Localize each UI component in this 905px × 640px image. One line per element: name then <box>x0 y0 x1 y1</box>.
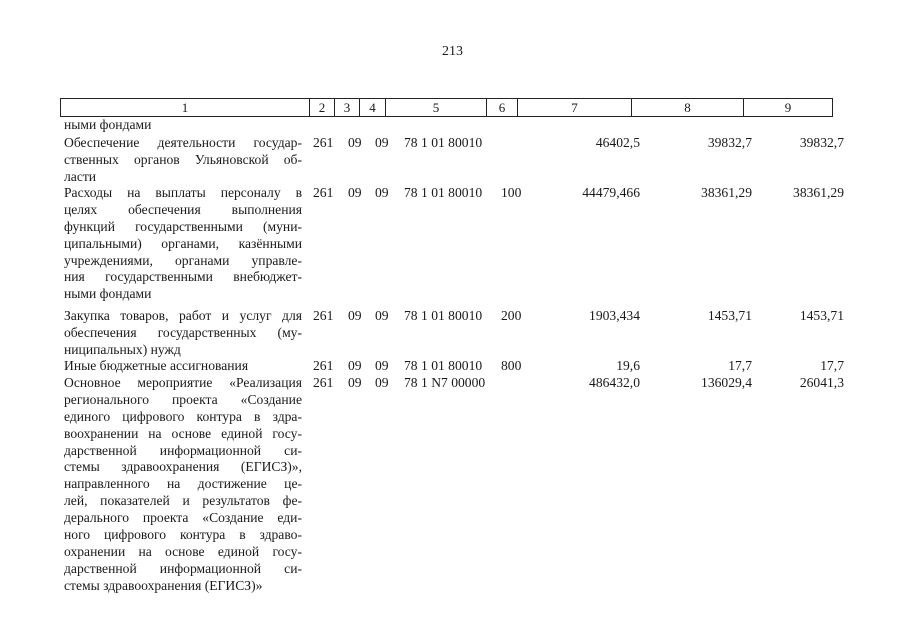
amount-col-7-cell: 19,6 <box>616 358 640 373</box>
description-line: Расходы на выплаты персоналу в <box>64 185 302 200</box>
code-subsection-cell: 09 <box>375 185 389 200</box>
description-line: ными фондами <box>64 117 152 132</box>
code-subsection-cell: 09 <box>375 358 389 373</box>
description-line: ласти <box>64 168 97 184</box>
amount-col-8-cell: 136029,4 <box>701 375 752 390</box>
code-admin-cell: 261 <box>313 135 334 150</box>
column-header-row <box>60 98 833 117</box>
description-line: Основное мероприятие «Реализация <box>64 375 302 390</box>
description-line: ниципальных) нужд <box>64 341 181 357</box>
amount-col-8-cell: 38361,29 <box>701 185 752 200</box>
description-line: дерального проекта «Создание еди- <box>64 510 302 526</box>
row-description <box>64 308 302 359</box>
description-line: обеспечения государственных (му- <box>64 324 302 340</box>
description-line: Обеспечение деятельности государ- <box>64 135 302 150</box>
row-description <box>64 375 302 595</box>
description-line: ственных органов Ульяновской об- <box>64 151 302 167</box>
row-description <box>64 117 302 134</box>
description-line: функций государственными (муни- <box>64 218 302 234</box>
amount-col-7-cell: 44479,466 <box>582 185 640 200</box>
header-col-8: 8 <box>632 99 744 117</box>
row-description <box>64 135 302 186</box>
target-article-cell: 78 1 01 80010 <box>404 185 483 200</box>
description-line: учреждениями, органами управле- <box>64 252 302 268</box>
amount-col-8-cell: 1453,71 <box>707 308 752 323</box>
header-col-1: 1 <box>61 99 310 117</box>
page-number: 213 <box>442 44 463 59</box>
code-admin-cell: 261 <box>313 308 334 323</box>
target-article-cell: 78 1 01 80010 <box>404 308 483 323</box>
description-line: целях обеспечения выполнения <box>64 201 302 217</box>
expense-type-cell: 100 <box>501 185 522 200</box>
description-line: направленного на достижение це- <box>64 476 302 492</box>
code-admin-cell: 261 <box>313 358 334 373</box>
code-section-cell: 09 <box>348 375 362 390</box>
header-col-4: 4 <box>360 99 386 117</box>
description-line: стемы здравоохранения (ЕГИСЗ)» <box>64 577 263 593</box>
amount-col-7-cell: 486432,0 <box>589 375 640 390</box>
header-col-5: 5 <box>386 99 487 117</box>
header-col-9: 9 <box>744 99 833 117</box>
code-admin-cell: 261 <box>313 375 334 390</box>
description-line: регионального проекта «Создание <box>64 391 302 407</box>
description-line: Иные бюджетные ассигнования <box>64 358 249 373</box>
header-col-6: 6 <box>487 99 518 117</box>
target-article-cell: 78 1 01 80010 <box>404 358 483 373</box>
row-description <box>64 185 302 303</box>
target-article-cell: 78 1 01 80010 <box>404 135 483 150</box>
description-line: охранении на основе единой госу- <box>64 543 302 559</box>
description-line: ния государственными внебюджет- <box>64 269 302 285</box>
expense-type-cell: 200 <box>501 308 522 323</box>
row-description <box>64 358 302 375</box>
description-line: Закупка товаров, работ и услуг для <box>64 308 302 323</box>
amount-col-8-cell: 17,7 <box>728 358 752 373</box>
description-line: дарственной информационной си- <box>64 442 302 458</box>
amount-col-7-cell: 1903,434 <box>589 308 640 323</box>
code-admin-cell: 261 <box>313 185 334 200</box>
header-col-2: 2 <box>310 99 335 117</box>
code-subsection-cell: 09 <box>375 375 389 390</box>
description-line: воохранении на основе единой госу- <box>64 425 302 441</box>
code-section-cell: 09 <box>348 185 362 200</box>
description-line: единого цифрового контура в здра- <box>64 408 302 424</box>
header-col-7: 7 <box>518 99 632 117</box>
description-line: лей, показателей и результатов фе- <box>64 493 302 509</box>
header-col-3: 3 <box>335 99 360 117</box>
amount-col-9-cell: 38361,29 <box>793 185 844 200</box>
code-subsection-cell: 09 <box>375 135 389 150</box>
amount-col-7-cell: 46402,5 <box>595 135 640 150</box>
description-line: ципальными) органами, казёнными <box>64 235 302 251</box>
code-subsection-cell: 09 <box>375 308 389 323</box>
amount-col-9-cell: 26041,3 <box>799 375 844 390</box>
target-article-cell: 78 1 N7 00000 <box>404 375 486 390</box>
expense-type-cell: 800 <box>501 358 522 373</box>
amount-col-9-cell: 1453,71 <box>799 308 844 323</box>
amount-col-9-cell: 17,7 <box>820 358 844 373</box>
description-line: дарственной информационной си- <box>64 560 302 576</box>
description-line: ными фондами <box>64 286 152 302</box>
code-section-cell: 09 <box>348 135 362 150</box>
description-line: ного цифрового контура в здраво- <box>64 527 302 543</box>
code-section-cell: 09 <box>348 358 362 373</box>
amount-col-8-cell: 39832,7 <box>707 135 752 150</box>
code-section-cell: 09 <box>348 308 362 323</box>
amount-col-9-cell: 39832,7 <box>799 135 844 150</box>
description-line: стемы здравоохранения (ЕГИСЗ)», <box>64 459 302 475</box>
